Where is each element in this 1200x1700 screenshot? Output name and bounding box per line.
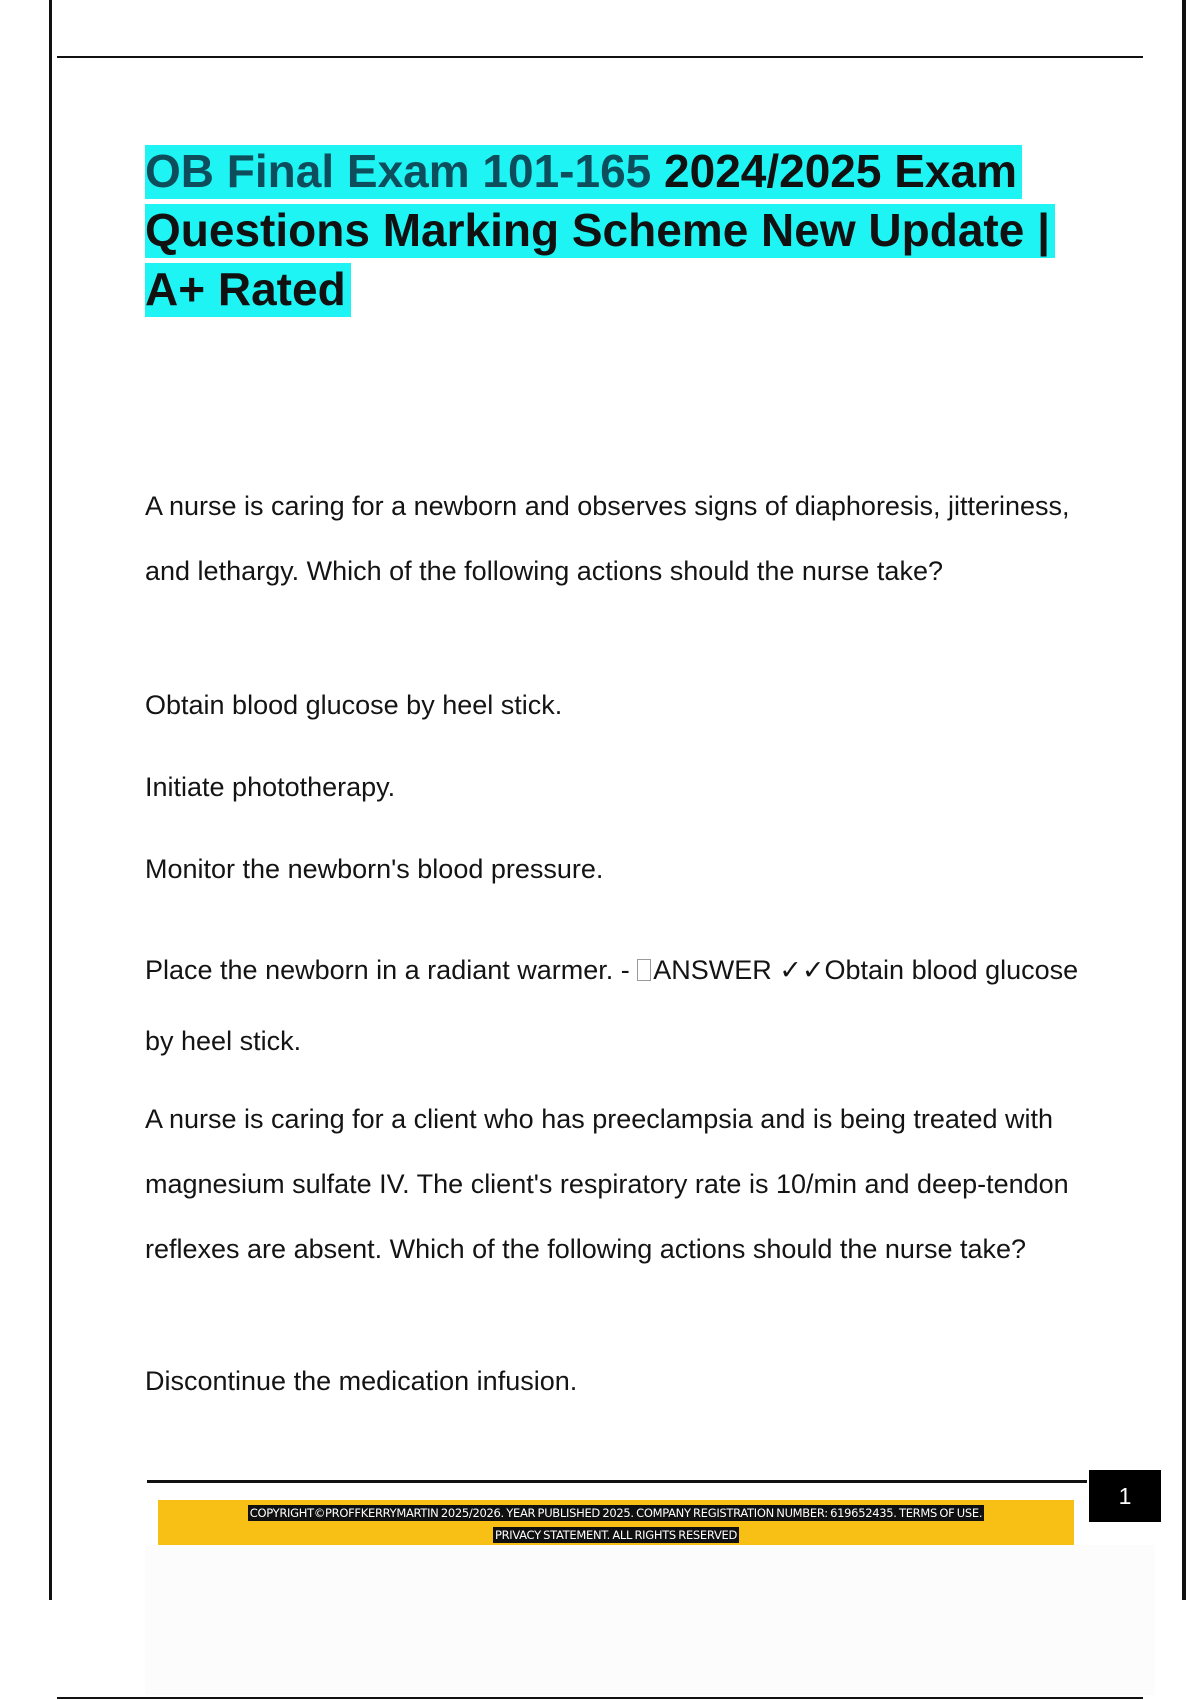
question-2-stem: A nurse is caring for a client who has preeclampsia and is being treated with magnesium sulfate IV. The client's respiratory rate is 10/min and deep-tendon reflexes are absent. Which of the following actions should the nurse take? <box>145 1104 1069 1264</box>
page-number: 1 <box>1089 1470 1161 1522</box>
footer-rule <box>147 1480 1087 1483</box>
missing-glyph-box-icon <box>637 959 651 981</box>
copyright-notice <box>158 1502 1074 1546</box>
question-1-option-b: Initiate phototherapy. <box>145 772 396 802</box>
question-1-option-d: Place the newborn in a radiant warmer. - <box>145 955 638 985</box>
document-title <box>145 142 1095 319</box>
title-course-name: OB Final Exam 101-165 <box>145 145 652 197</box>
title-highlight <box>145 145 1055 317</box>
question-1-answer: Obtain blood glucose by heel stick. <box>145 955 1079 1056</box>
answer-label: ANSWER ✓✓ <box>653 955 825 985</box>
copyright-line-2: PRIVACY STATEMENT. ALL RIGHTS RESERVED <box>494 1528 738 1542</box>
question-1-stem: A nurse is caring for a newborn and observes signs of diaphoresis, jitteriness, and lethargy. Which of the following actions should the nurse take? <box>145 491 1070 586</box>
title-subtitle: 2024/2025 Exam Questions Marking Scheme New Update | A+ Rated <box>145 145 1050 315</box>
copyright-line-1: COPYRIGHT©PROFFKERRYMARTIN 2025/2026. YEAR PUBLISHED 2025. COMPANY REGISTRATION NUMBER: 619652435. TERMS OF USE. <box>249 1506 983 1520</box>
page-border-right <box>1182 0 1186 1600</box>
page-bottom-margin <box>145 1545 1155 1695</box>
question-2-option-a: Discontinue the medication infusion. <box>145 1366 578 1396</box>
page-border-left <box>49 0 52 1600</box>
bottom-rule <box>57 1697 1143 1699</box>
question-1-answer-line <box>145 935 1090 1077</box>
header-rule <box>57 56 1143 58</box>
question-1-option-c: Monitor the newborn's blood pressure. <box>145 854 604 884</box>
question-1-option-a: Obtain blood glucose by heel stick. <box>145 690 563 720</box>
